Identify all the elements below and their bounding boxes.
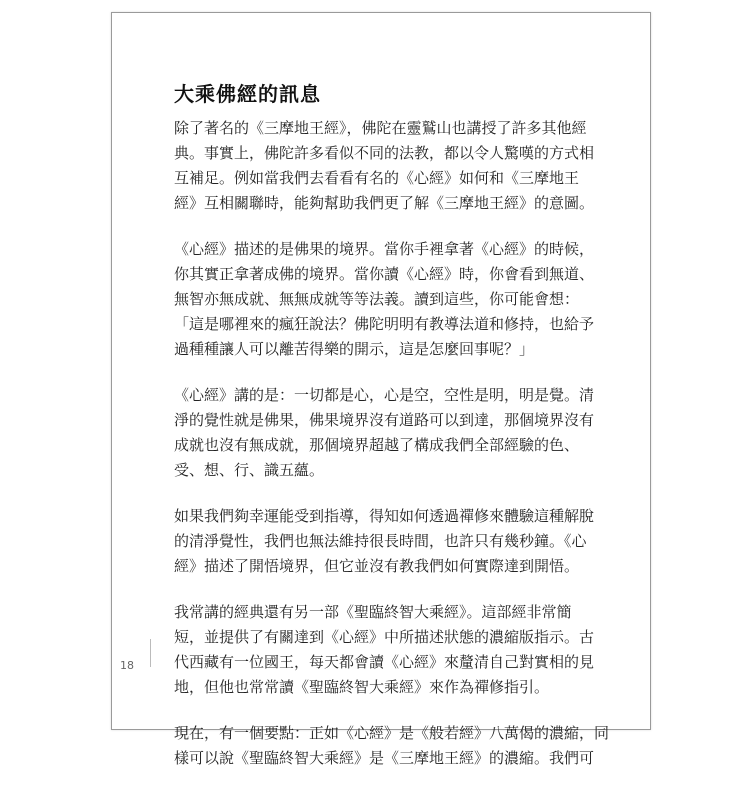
text-line: 除了著名的《三摩地王經》，佛陀在靈鷲山也講授了許多其他經 xyxy=(174,119,587,137)
text-line: 我常講的經典還有另一部《聖臨終智大乘經》。這部經非常簡 xyxy=(174,603,572,621)
text-line: 典。事實上，佛陀許多看似不同的法教，都以令人驚嘆的方式相 xyxy=(174,144,595,162)
text-line: 《心經》描述的是佛果的境界。當你手裡拿著《心經》的時候， xyxy=(174,240,595,258)
page-number-rule xyxy=(150,639,151,667)
text-line: 淨的覺性就是佛果，佛果境界沒有道路可以到達，那個境界沒有 xyxy=(174,411,595,429)
paragraph xyxy=(174,116,595,216)
text-line: 無智亦無成就、無無成就等等法義。讀到這些，你可能會想： xyxy=(174,290,580,308)
text-line: 互補足。例如當我們去看看有名的《心經》如何和《三摩地王 xyxy=(174,169,580,187)
text-line: 你其實正拿著成佛的境界。當你讀《心經》時，你會看到無道、 xyxy=(174,265,595,283)
text-line: 的清淨覺性，我們也無法維持很長時間，也許只有幾秒鐘。《心 xyxy=(174,532,587,550)
text-line: 《心經》講的是：一切都是心，心是空，空性是明，明是覺。清 xyxy=(174,386,595,404)
text-line: 代西藏有一位國王，每天都會讀《心經》來釐清自己對實相的見 xyxy=(174,653,595,671)
text-line: 經》描述了開悟境界，但它並沒有教我們如何實際達到開悟。 xyxy=(174,557,580,575)
text-line: 過種種讓人可以離苦得樂的開示，這是怎麼回事呢？」 xyxy=(174,340,535,358)
body-text xyxy=(174,116,610,792)
text-line: 現在，有一個要點：正如《心經》是《般若經》八萬偈的濃縮，同 xyxy=(174,724,610,742)
paragraph xyxy=(174,504,595,579)
text-line: 短，並提供了有關達到《心經》中所描述狀態的濃縮版指示。古 xyxy=(174,628,595,646)
paragraph xyxy=(174,721,610,771)
text-line: 受、想、行、識五蘊。 xyxy=(174,461,325,479)
page-title: 大乘佛經的訊息 xyxy=(174,82,321,106)
page-number: 18 xyxy=(120,659,134,672)
text-line: 如果我們夠幸運能受到指導，得知如何透過禪修來體驗這種解脫 xyxy=(174,507,595,525)
text-line: 「這是哪裡來的瘋狂說法？佛陀明明有教導法道和修持，也給予 xyxy=(174,315,595,333)
paragraph xyxy=(174,383,595,483)
text-line: 地，但他也常常讀《聖臨終智大乘經》來作為禪修指引。 xyxy=(174,678,550,696)
text-line: 經》互相關聯時，能夠幫助我們更了解《三摩地王經》的意圖。 xyxy=(174,194,595,212)
text-line: 成就也沒有無成就，那個境界超越了構成我們全部經驗的色、 xyxy=(174,436,580,454)
paragraph xyxy=(174,237,595,362)
text-line: 樣可以說《聖臨終智大乘經》是《三摩地王經》的濃縮。我們可 xyxy=(174,749,595,767)
paragraph xyxy=(174,600,595,700)
